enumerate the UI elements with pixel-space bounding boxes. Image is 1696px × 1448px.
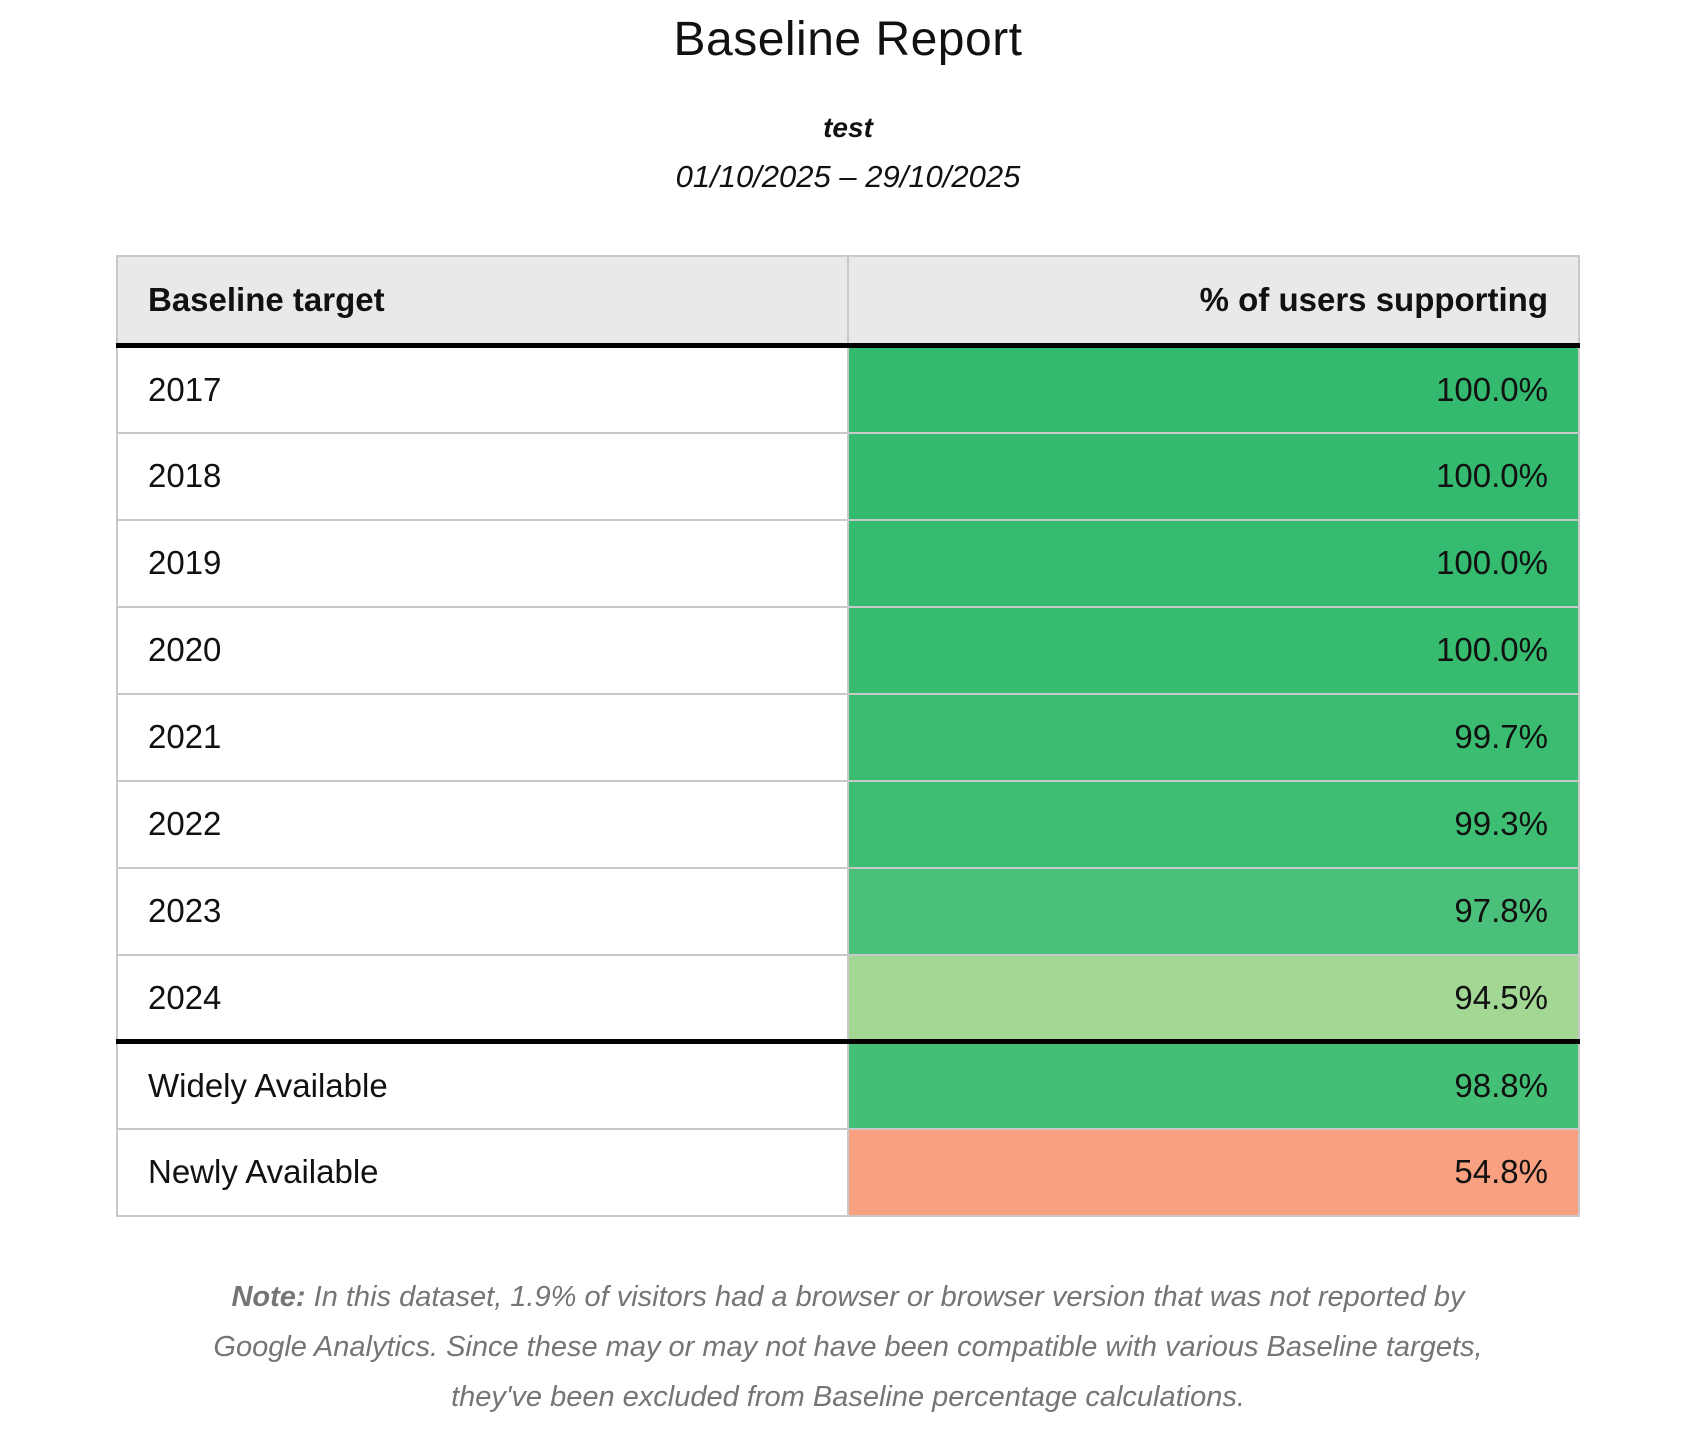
report-subtitle: test: [823, 111, 873, 143]
percent-cell: 100.0%: [848, 607, 1579, 694]
note-text: In this dataset, 1.9% of visitors had a browser or browser version that was not reported by Google Analytics. Since these may or may not have been compatible with various Baseline targets, they've been excluded from Baseline percentage calculations.: [213, 1280, 1483, 1413]
table-row: [117, 1042, 1579, 1129]
percent-cell: 100.0%: [848, 520, 1579, 607]
percent-cell: 54.8%: [848, 1129, 1579, 1216]
percent-cell: 100.0%: [848, 433, 1579, 520]
baseline-target-cell: Newly Available: [117, 1129, 848, 1216]
column-header-percent-supporting: % of users supporting: [848, 256, 1579, 346]
table-row: [117, 607, 1579, 694]
percent-cell: 94.5%: [848, 955, 1579, 1042]
baseline-target-cell: 2019: [117, 520, 848, 607]
report-note: [203, 1273, 1493, 1423]
percent-cell: 99.7%: [848, 694, 1579, 781]
percent-cell: 100.0%: [848, 346, 1579, 433]
table-row: [117, 1129, 1579, 1216]
percent-cell: 97.8%: [848, 868, 1579, 955]
note-label: Note:: [231, 1280, 306, 1313]
table-header-row: [117, 256, 1579, 346]
baseline-target-cell: 2023: [117, 868, 848, 955]
baseline-target-cell: 2022: [117, 781, 848, 868]
baseline-report-table: [116, 255, 1580, 1217]
baseline-target-cell: 2024: [117, 955, 848, 1042]
baseline-target-cell: 2021: [117, 694, 848, 781]
percent-cell: 98.8%: [848, 1042, 1579, 1129]
baseline-target-cell: 2018: [117, 433, 848, 520]
table-row: [117, 868, 1579, 955]
table-row: [117, 520, 1579, 607]
table-body: [117, 346, 1579, 1216]
baseline-target-cell: Widely Available: [117, 1042, 848, 1129]
table-row: [117, 433, 1579, 520]
column-header-baseline-target: Baseline target: [117, 256, 848, 346]
baseline-target-cell: 2017: [117, 346, 848, 433]
table-row: [117, 694, 1579, 781]
percent-cell: 99.3%: [848, 781, 1579, 868]
page-title: Baseline Report: [673, 13, 1023, 66]
report-date-range: 01/10/2025 – 29/10/2025: [675, 158, 1021, 194]
table-row: [117, 346, 1579, 433]
table-row: [117, 955, 1579, 1042]
table-row: [117, 781, 1579, 868]
baseline-target-cell: 2020: [117, 607, 848, 694]
